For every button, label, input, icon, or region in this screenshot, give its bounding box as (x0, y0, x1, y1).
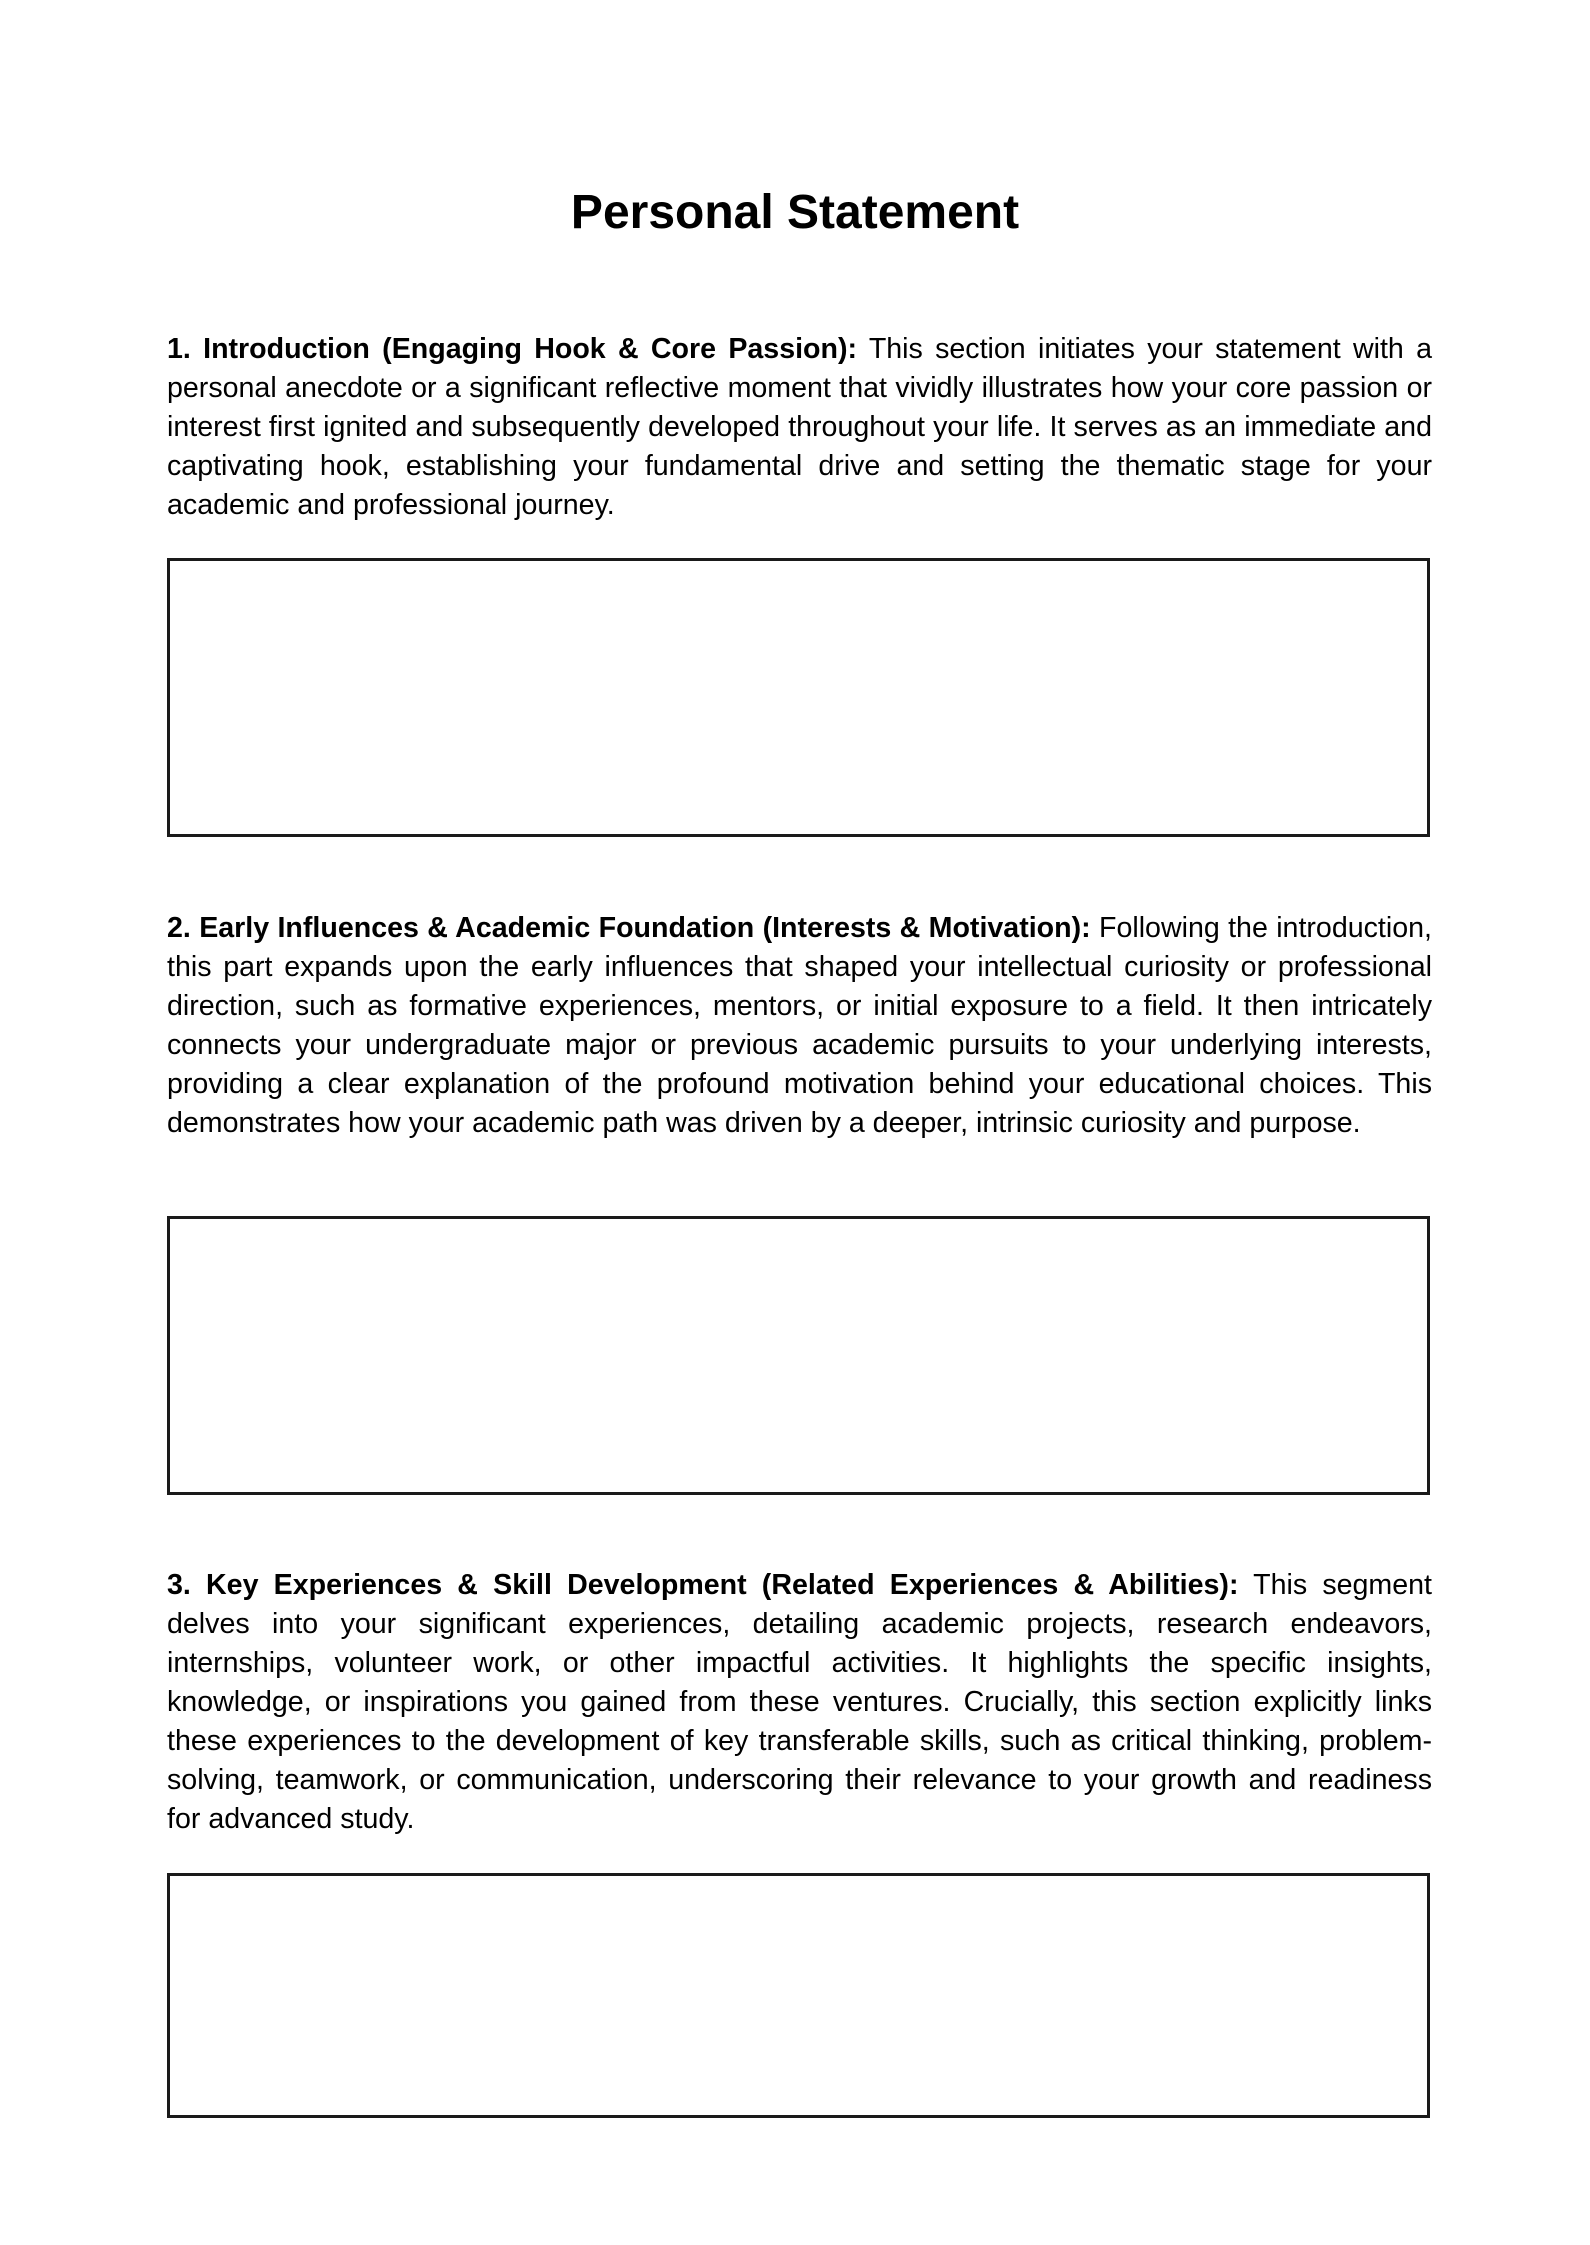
answer-box-introduction[interactable] (167, 558, 1430, 837)
section-body: This section initiates your statement with a personal anecdote or a significant reflective moment that vividly illustrates how your core passion or interest first ignited and subsequently developed throughout your life. It serves as an immediate and captivating hook, establishing your fundamental drive and setting the thematic stage for your academic and professional journey. (167, 333, 1432, 521)
section-heading: 3. Key Experiences & Skill Development (Related Experiences & Abilities): (167, 1569, 1239, 1601)
answer-box-early-influences[interactable] (167, 1216, 1430, 1495)
page-title: Personal Statement (570, 186, 1020, 239)
answer-box-key-experiences[interactable] (167, 1873, 1430, 2118)
section-key-experiences (167, 1566, 1432, 1839)
section-heading: 2. Early Influences & Academic Foundation (Interests & Motivation): (167, 912, 1091, 944)
section-paragraph (167, 909, 1432, 1143)
section-paragraph (167, 1566, 1432, 1839)
section-paragraph (167, 330, 1432, 525)
section-body: Following the introduction, this part expands upon the early influences that shaped your intellectual curiosity or professional direction, such as formative experiences, mentors, or initial exposure to a field. It then intricately connects your undergraduate major or previous academic pursuits to your underlying interests, providing a clear explanation of the profound motivation behind your educational choices. This demonstrates how your academic path was driven by a deeper, intrinsic curiosity and purpose. (167, 912, 1432, 1139)
section-introduction (167, 330, 1432, 525)
section-heading: 1. Introduction (Engaging Hook & Core Passion): (167, 333, 858, 365)
section-early-influences (167, 909, 1432, 1143)
section-body: This segment delves into your significant experiences, detailing academic projects, research endeavors, internships, volunteer work, or other impactful activities. It highlights the specific insights, knowledge, or inspirations you gained from these ventures. Crucially, this section explicitly links these experiences to the development of key transferable skills, such as critical thinking, problem-solving, teamwork, or communication, underscoring their relevance to your growth and readiness for advanced study. (167, 1569, 1432, 1835)
